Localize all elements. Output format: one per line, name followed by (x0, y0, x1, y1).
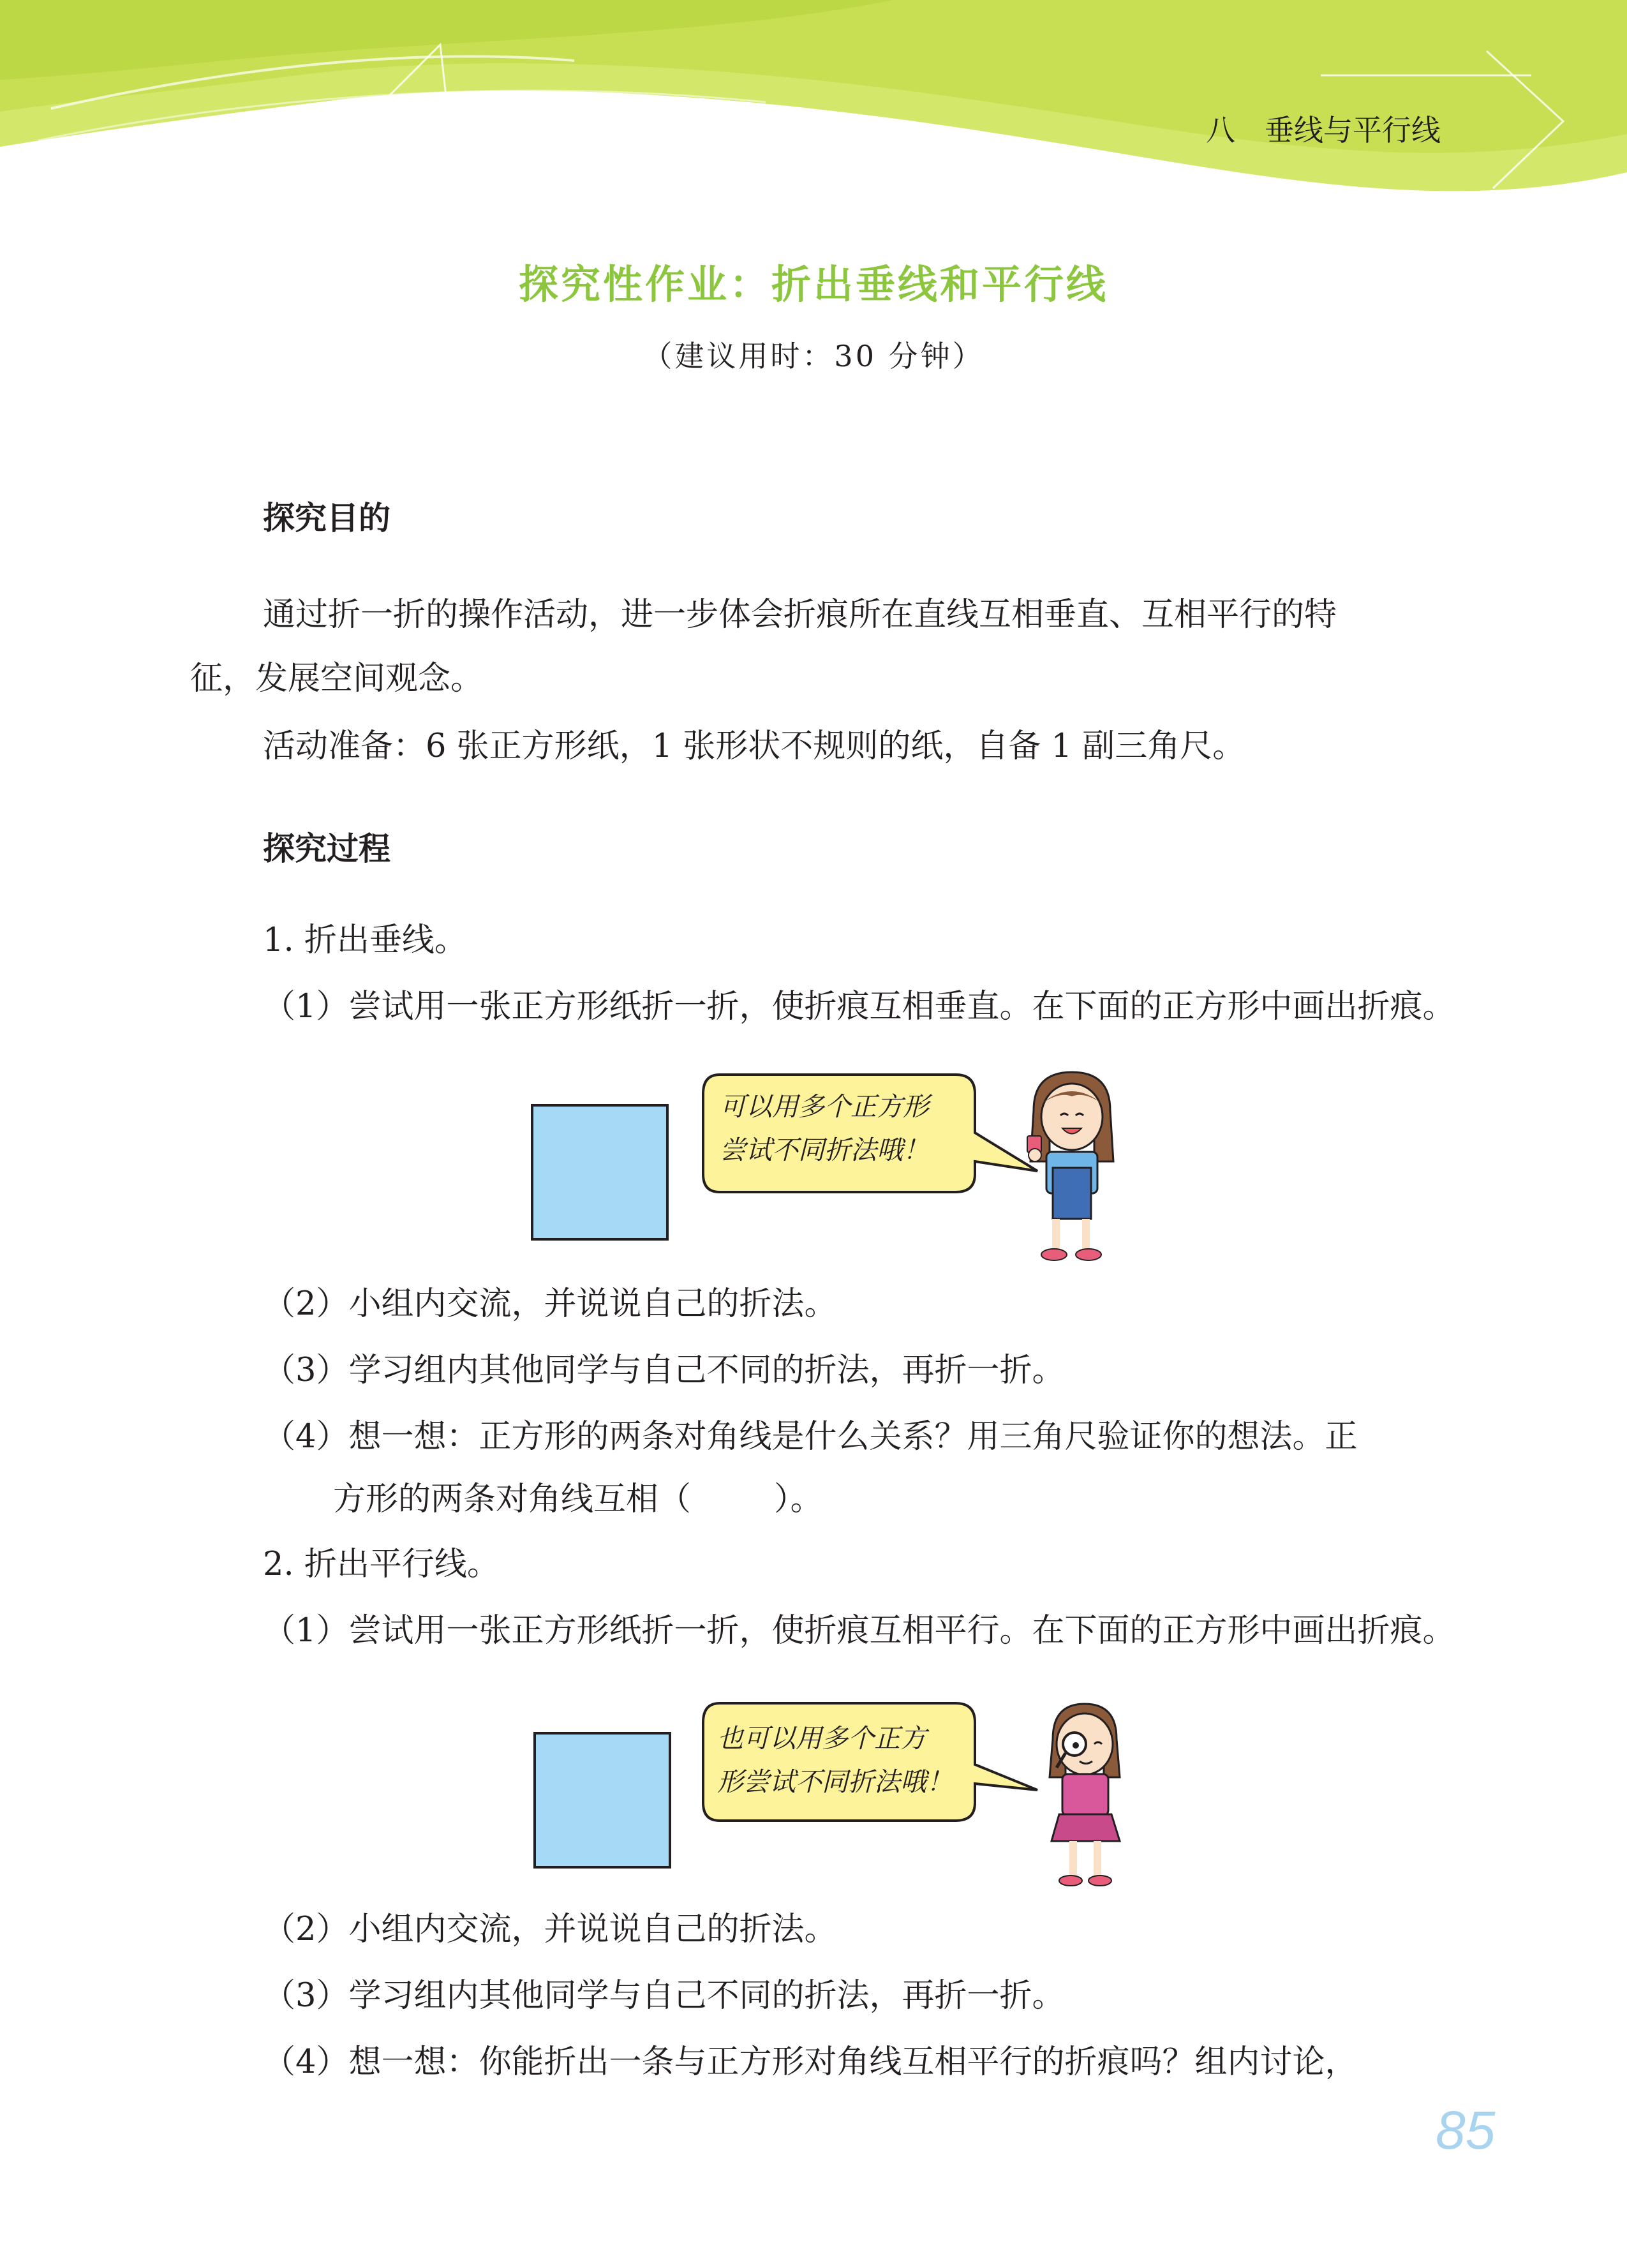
part1-title: 1. 折出垂线。 (263, 921, 467, 959)
part2-step2: （2）小组内交流，并说说自己的折法。 (263, 1911, 837, 1948)
bubble1-line1: 可以用多个正方形 (720, 1091, 929, 1122)
header-decoration (0, 0, 1627, 204)
part1-step4-line2 (333, 1468, 823, 1532)
suggested-time: （建议用时：30 分钟） (643, 339, 984, 373)
section-heading-purpose: 探究目的 (263, 500, 390, 537)
purpose-paragraph-line2: 征，发展空间观念。 (190, 660, 484, 698)
section-heading-process: 探究过程 (263, 830, 390, 867)
girl-illustration-1 (1008, 1066, 1136, 1270)
page-title: 探究性作业：折出垂线和平行线 (518, 261, 1108, 308)
page-number: 85 (1436, 2100, 1496, 2160)
part2-title: 2. 折出平行线。 (263, 1546, 500, 1583)
part1-step4-line1: （4）想一想：正方形的两条对角线是什么关系？用三角尺验证你的想法。正 (263, 1418, 1358, 1456)
chapter-header: 八 垂线与平行线 (1206, 113, 1441, 147)
part1-step1: （1）尝试用一张正方形纸折一折，使折痕互相垂直。在下面的正方形中画出折痕。 (263, 988, 1455, 1026)
part2-step3: （3）学习组内其他同学与自己不同的折法，再折一折。 (263, 1977, 1065, 2015)
girl-illustration-2 (1034, 1694, 1136, 1892)
part2-step4-line1: （4）想一想：你能折出一条与正方形对角线互相平行的折痕吗？组内讨论， (263, 2043, 1358, 2081)
bubble2-line2: 形尝试不同折法哦！ (717, 1766, 953, 1797)
bubble1-line2: 尝试不同折法哦！ (720, 1135, 929, 1165)
drawing-square-2[interactable] (533, 1732, 671, 1869)
purpose-paragraph-line1: 通过折一折的操作活动，进一步体会折痕所在直线互相垂直、互相平行的特 (263, 596, 1337, 634)
drawing-square-1[interactable] (531, 1104, 669, 1241)
part2-step1: （1）尝试用一张正方形纸折一折，使折痕互相平行。在下面的正方形中画出折痕。 (263, 1612, 1455, 1650)
part1-step2: （2）小组内交流，并说说自己的折法。 (263, 1285, 837, 1323)
materials-line: 活动准备：6 张正方形纸，1 张形状不规则的纸，自备 1 副三角尺。 (263, 727, 1245, 765)
bubble2-line1: 也可以用多个正方 (717, 1723, 926, 1754)
part1-step3: （3）学习组内其他同学与自己不同的折法，再折一折。 (263, 1352, 1065, 1389)
part1-step4-line2-prefix: 方形的两条对角线互相（ (333, 1481, 692, 1518)
part1-step4-line2-suffix: ）。 (774, 1481, 823, 1518)
